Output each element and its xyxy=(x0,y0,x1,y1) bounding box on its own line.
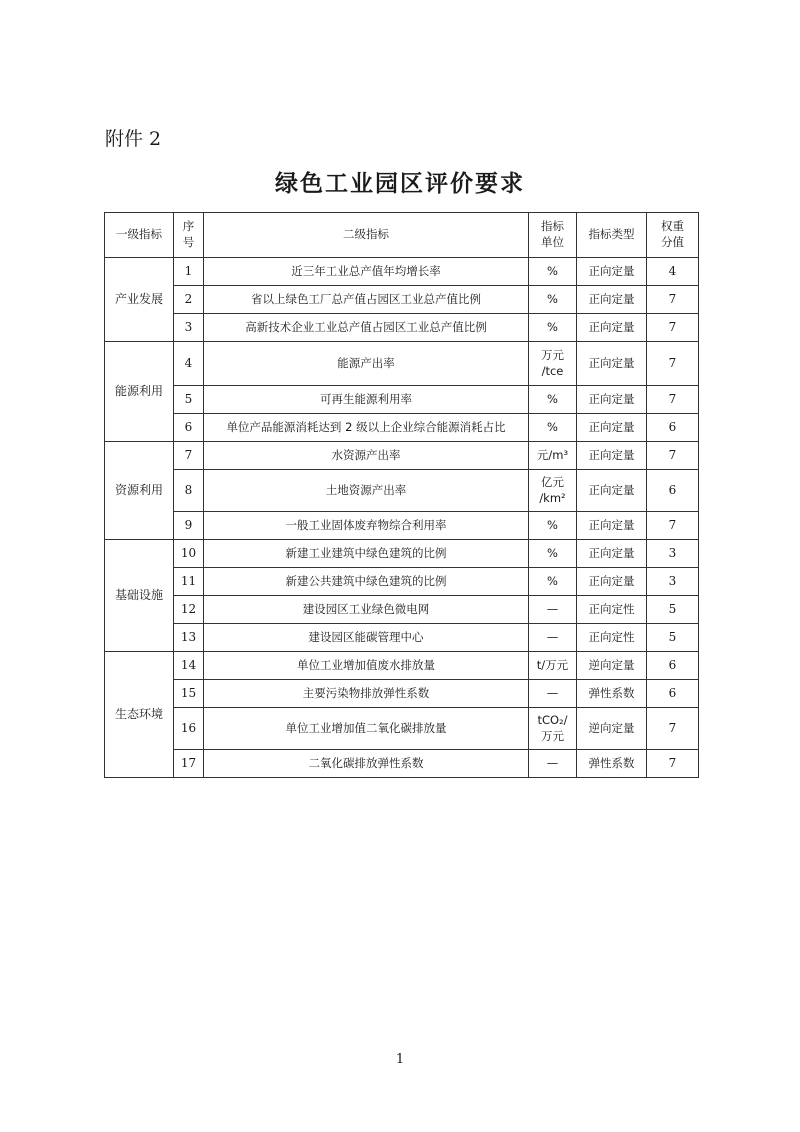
row-seq: 8 xyxy=(174,470,204,512)
header-seq-line2: 号 xyxy=(182,235,195,249)
row-unit xyxy=(529,708,577,750)
row-type: 正向定量 xyxy=(577,568,647,596)
row-indicator: 能源产出率 xyxy=(204,342,529,386)
row-weight: 4 xyxy=(647,258,699,286)
table-row xyxy=(105,540,699,568)
row-unit-line1: 亿元 xyxy=(541,474,564,489)
row-weight: 3 xyxy=(647,568,699,596)
document-title: 绿色工业园区评价要求 xyxy=(275,170,525,197)
row-seq: 10 xyxy=(174,540,204,568)
row-weight: 6 xyxy=(647,652,699,680)
row-seq: 11 xyxy=(174,568,204,596)
table-row xyxy=(105,442,699,470)
row-indicator: 单位产品能源消耗达到 2 级以上企业综合能源消耗占比 xyxy=(204,414,529,442)
row-indicator: 主要污染物排放弹性系数 xyxy=(204,680,529,708)
row-type: 正向定量 xyxy=(577,286,647,314)
row-type: 正向定量 xyxy=(577,470,647,512)
row-indicator: 近三年工业总产值年均增长率 xyxy=(204,258,529,286)
row-type: 正向定量 xyxy=(577,386,647,414)
row-indicator: 土地资源产出率 xyxy=(204,470,529,512)
table-row xyxy=(105,286,699,314)
category-ecology: 生态环境 xyxy=(105,652,174,778)
table-row xyxy=(105,652,699,680)
table-row xyxy=(105,596,699,624)
header-type: 指标类型 xyxy=(577,213,647,258)
row-seq: 5 xyxy=(174,386,204,414)
header-weight-line2: 分值 xyxy=(661,235,684,249)
row-type: 正向定量 xyxy=(577,342,647,386)
row-weight: 7 xyxy=(647,314,699,342)
row-weight: 7 xyxy=(647,750,699,778)
row-weight: 5 xyxy=(647,596,699,624)
row-indicator: 单位工业增加值二氧化碳排放量 xyxy=(204,708,529,750)
row-type: 正向定量 xyxy=(577,540,647,568)
row-weight: 6 xyxy=(647,680,699,708)
table-row xyxy=(105,470,699,512)
row-seq: 6 xyxy=(174,414,204,442)
row-weight: 6 xyxy=(647,414,699,442)
row-unit: % xyxy=(529,512,577,540)
row-type: 正向定性 xyxy=(577,624,647,652)
row-indicator: 建设园区工业绿色微电网 xyxy=(204,596,529,624)
row-indicator: 建设园区能碳管理中心 xyxy=(204,624,529,652)
row-weight: 7 xyxy=(647,342,699,386)
row-weight: 3 xyxy=(647,540,699,568)
row-weight: 7 xyxy=(647,386,699,414)
row-unit: % xyxy=(529,540,577,568)
category-infrastructure: 基础设施 xyxy=(105,540,174,652)
header-level2: 二级指标 xyxy=(204,213,529,258)
table-row xyxy=(105,624,699,652)
row-indicator: 新建公共建筑中绿色建筑的比例 xyxy=(204,568,529,596)
row-unit: — xyxy=(529,680,577,708)
row-unit-line1: tCO₂/ xyxy=(537,712,568,727)
header-unit-line1: 指标 xyxy=(541,219,564,234)
row-type: 弹性系数 xyxy=(577,680,647,708)
row-unit: % xyxy=(529,414,577,442)
row-seq: 16 xyxy=(174,708,204,750)
table-header-row xyxy=(105,213,699,258)
row-indicator: 水资源产出率 xyxy=(204,442,529,470)
row-unit: % xyxy=(529,314,577,342)
page-number: 1 xyxy=(395,1052,405,1067)
evaluation-table xyxy=(104,212,699,778)
row-indicator: 一般工业固体废弃物综合利用率 xyxy=(204,512,529,540)
row-weight: 6 xyxy=(647,470,699,512)
row-unit-line2: /km² xyxy=(539,490,566,505)
row-weight: 7 xyxy=(647,708,699,750)
category-energy: 能源利用 xyxy=(105,342,174,442)
row-unit: — xyxy=(529,750,577,778)
table-row xyxy=(105,342,699,386)
row-seq: 15 xyxy=(174,680,204,708)
table-row xyxy=(105,386,699,414)
row-indicator: 可再生能源利用率 xyxy=(204,386,529,414)
row-unit-line2: /tce xyxy=(541,363,564,378)
row-type: 正向定量 xyxy=(577,414,647,442)
row-indicator: 单位工业增加值废水排放量 xyxy=(204,652,529,680)
row-unit: — xyxy=(529,596,577,624)
row-type: 正向定量 xyxy=(577,442,647,470)
header-seq-line1: 序 xyxy=(182,219,195,234)
row-unit: t/万元 xyxy=(529,652,577,680)
table-row xyxy=(105,750,699,778)
row-weight: 7 xyxy=(647,286,699,314)
table-row xyxy=(105,512,699,540)
row-unit: % xyxy=(529,258,577,286)
row-weight: 7 xyxy=(647,442,699,470)
row-unit: % xyxy=(529,286,577,314)
row-seq: 4 xyxy=(174,342,204,386)
row-type: 正向定性 xyxy=(577,596,647,624)
row-type: 正向定量 xyxy=(577,258,647,286)
row-seq: 2 xyxy=(174,286,204,314)
row-unit xyxy=(529,342,577,386)
row-seq: 1 xyxy=(174,258,204,286)
header-unit-line2: 单位 xyxy=(541,235,564,249)
row-unit: % xyxy=(529,386,577,414)
table-row xyxy=(105,258,699,286)
table-row xyxy=(105,568,699,596)
table-row xyxy=(105,414,699,442)
row-unit: — xyxy=(529,624,577,652)
row-indicator: 高新技术企业工业总产值占园区工业总产值比例 xyxy=(204,314,529,342)
row-seq: 7 xyxy=(174,442,204,470)
header-seq xyxy=(174,213,204,258)
row-weight: 7 xyxy=(647,512,699,540)
row-seq: 17 xyxy=(174,750,204,778)
row-indicator: 新建工业建筑中绿色建筑的比例 xyxy=(204,540,529,568)
row-indicator: 二氧化碳排放弹性系数 xyxy=(204,750,529,778)
row-type: 正向定量 xyxy=(577,314,647,342)
table-row xyxy=(105,314,699,342)
row-seq: 9 xyxy=(174,512,204,540)
row-seq: 12 xyxy=(174,596,204,624)
row-type: 正向定量 xyxy=(577,512,647,540)
row-unit: % xyxy=(529,568,577,596)
row-type: 逆向定量 xyxy=(577,652,647,680)
header-unit xyxy=(529,213,577,258)
category-resource: 资源利用 xyxy=(105,442,174,540)
category-industry: 产业发展 xyxy=(105,258,174,342)
row-unit: 元/m³ xyxy=(529,442,577,470)
row-type: 弹性系数 xyxy=(577,750,647,778)
row-unit-line2: 万元 xyxy=(541,728,564,743)
header-level1: 一级指标 xyxy=(105,213,174,258)
row-seq: 13 xyxy=(174,624,204,652)
table-row xyxy=(105,680,699,708)
row-type: 逆向定量 xyxy=(577,708,647,750)
table-row xyxy=(105,708,699,750)
attachment-label: 附件 2 xyxy=(105,128,162,150)
row-unit xyxy=(529,470,577,512)
header-weight xyxy=(647,213,699,258)
row-weight: 5 xyxy=(647,624,699,652)
header-weight-line1: 权重 xyxy=(661,219,684,234)
row-seq: 3 xyxy=(174,314,204,342)
row-seq: 14 xyxy=(174,652,204,680)
row-unit-line1: 万元 xyxy=(541,347,564,362)
row-indicator: 省以上绿色工厂总产值占园区工业总产值比例 xyxy=(204,286,529,314)
